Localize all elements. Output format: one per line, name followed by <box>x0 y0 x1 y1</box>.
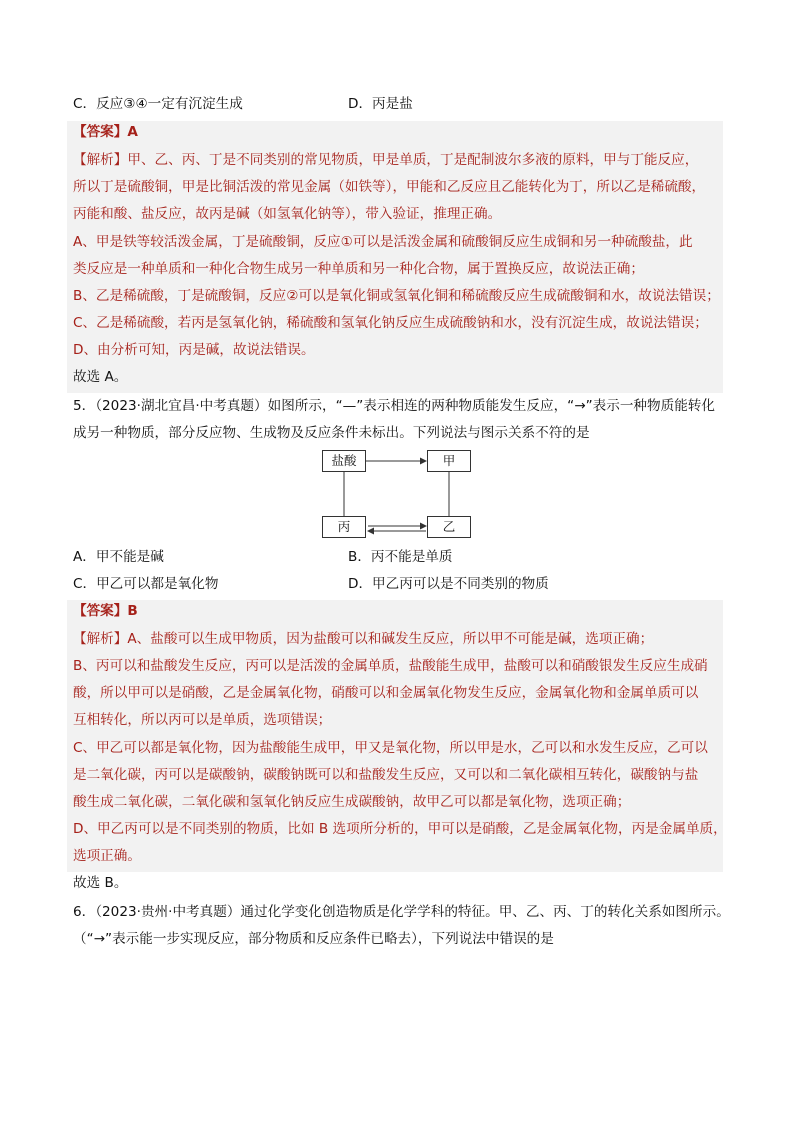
question-stem: （“→”表示能一步实现反应，部分物质和反应条件已略去），下列说法中错误的是 <box>73 931 554 947</box>
analysis-line: 所以丁是硫酸铜，甲是比铜活泼的常见金属（如铁等），甲能和乙反应且乙能转化为丁，所以乙是稀硫酸， <box>73 179 706 195</box>
option-c: C．甲乙可以都是氧化物 <box>73 576 219 592</box>
analysis-line: 选项正确。 <box>73 848 141 864</box>
answer-label: 【答案】B <box>73 603 138 619</box>
analysis-line: 酸，所以甲可以是硝酸，乙是金属氧化物，硝酸可以和金属氧化物发生反应，金属氧化物和金属单质可以 <box>73 685 699 701</box>
analysis-line: 丙能和酸、盐反应，故丙是碱（如氢氧化钠等），带入验证，推理正确。 <box>73 206 502 222</box>
node-jia: 甲 <box>427 450 471 472</box>
analysis-line: 是二氧化碳，丙可以是碳酸钠，碳酸钠既可以和盐酸发生反应，又可以和二氧化碳相互转化，碳酸钠与盐 <box>73 767 699 783</box>
option-c: C．反应③④一定有沉淀生成 <box>73 96 243 112</box>
question-stem: 成另一种物质，部分反应物、生成物及反应条件未标出。下列说法与图示关系不符的是 <box>73 425 590 441</box>
node-bing: 丙 <box>322 516 366 538</box>
option-b: B．丙不能是单质 <box>348 549 453 565</box>
answer-label: 【答案】A <box>73 124 138 140</box>
analysis-line: 互相转化，所以丙可以是单质，选项错误； <box>73 712 332 728</box>
analysis-line: B、乙是稀硫酸，丁是硫酸铜，反应②可以是氧化铜或氢氧化铜和稀硫酸反应生成硫酸铜和水，故说法错误； <box>73 288 720 304</box>
question-stem: 6．（2023·贵州·中考真题）通过化学变化创造物质是化学学科的特征。甲、乙、丙、丁的转化关系如图所示。 <box>73 904 730 920</box>
conclusion: 故选 A。 <box>73 369 128 385</box>
conclusion: 故选 B。 <box>73 875 128 891</box>
analysis-line: A、甲是铁等较活泼金属，丁是硫酸铜，反应①可以是活泼金属和硫酸铜反应生成铜和另一种硫酸盐，此 <box>73 234 693 250</box>
analysis-line: 酸生成二氧化碳，二氧化碳和氢氧化钠反应生成碳酸钠，故甲乙可以都是氧化物，选项正确； <box>73 794 631 810</box>
option-d: D．丙是盐 <box>348 96 413 112</box>
analysis-line: B、丙可以和盐酸发生反应，丙可以是活泼的金属单质，盐酸能生成甲，盐酸可以和硝酸银发生反应生成硝 <box>73 658 708 674</box>
reaction-diagram <box>322 449 472 541</box>
node-yi: 乙 <box>427 516 471 538</box>
analysis-line: 类反应是一种单质和一种化合物生成另一种单质和另一种化合物，属于置换反应，故说法正确； <box>73 261 644 277</box>
option-d: D．甲乙丙可以是不同类别的物质 <box>348 576 549 592</box>
analysis-line: C、甲乙可以都是氧化物，因为盐酸能生成甲，甲又是氧化物，所以甲是水，乙可以和水发生反应，乙可以 <box>73 740 708 756</box>
question-stem: 5．（2023·湖北宜昌·中考真题）如图所示，“—”表示相连的两种物质能发生反应，“→”表示一种物质能转化 <box>73 398 715 414</box>
analysis-line: D、甲乙丙可以是不同类别的物质，比如 B 选项所分析的，甲可以是硝酸，乙是金属氧化物，丙是金属单质， <box>73 821 727 837</box>
analysis-line: C、乙是稀硫酸，若丙是氢氧化钠，稀硫酸和氢氧化钠反应生成硫酸钠和水，没有沉淀生成，故说法错误； <box>73 315 708 331</box>
option-a: A．甲不能是碱 <box>73 549 164 565</box>
analysis-line: 【解析】A、盐酸可以生成甲物质，因为盐酸可以和碱发生反应，所以甲不可能是碱，选项正确； <box>73 631 654 647</box>
node-hydrochloric-acid: 盐酸 <box>322 450 366 472</box>
analysis-line: 【解析】甲、乙、丙、丁是不同类别的常见物质，甲是单质，丁是配制波尔多液的原料，甲与丁能反应， <box>73 152 699 168</box>
analysis-line: D、由分析可知，丙是碱，故说法错误。 <box>73 342 315 358</box>
